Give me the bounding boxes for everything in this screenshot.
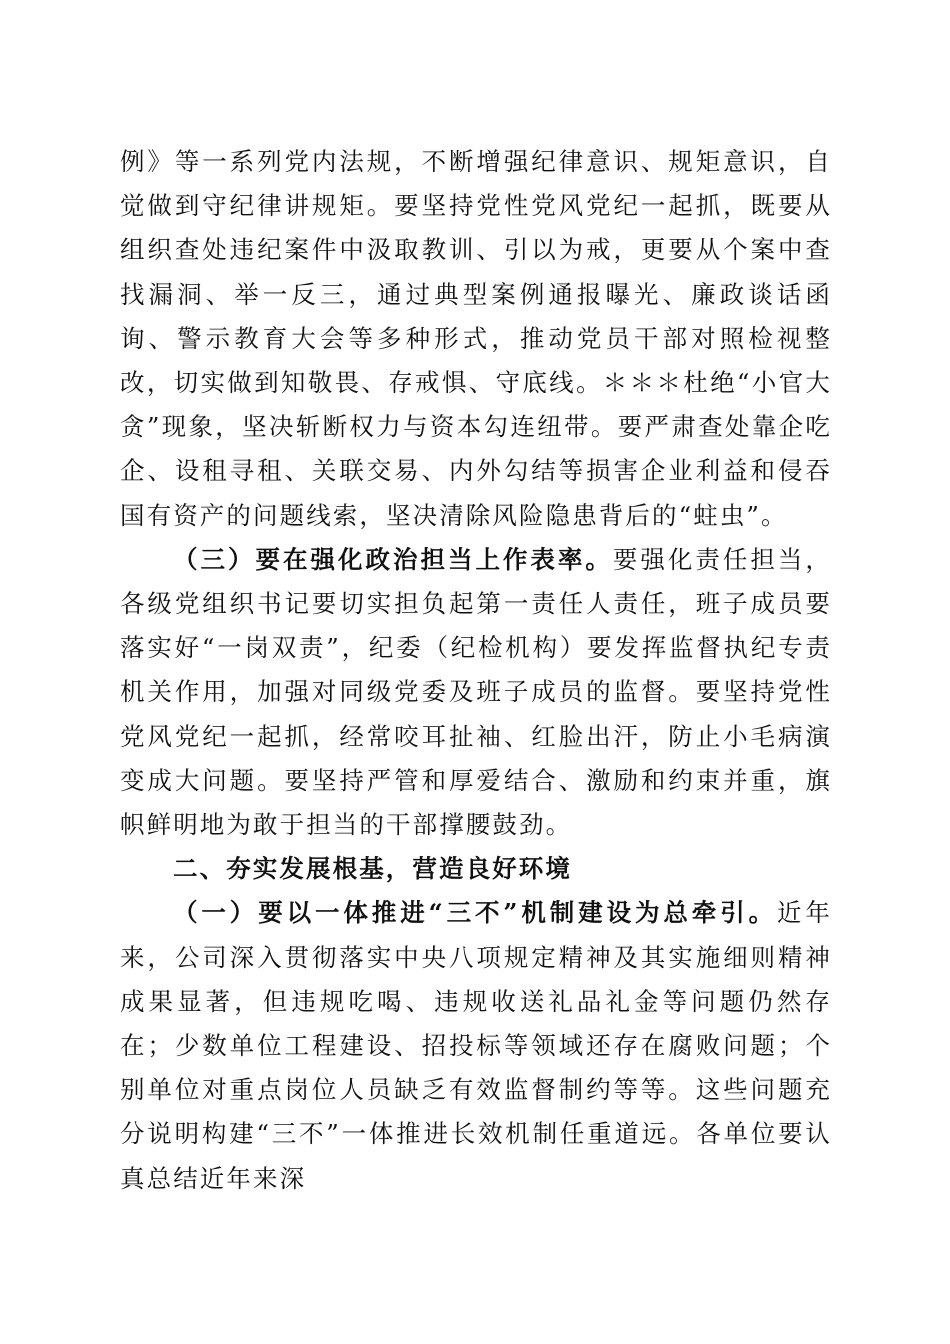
- paragraph-lead: （一）要以一体推进“三不”机制建设为总牵引。: [173, 898, 777, 928]
- paragraph-text: 例》等一系列党内法规，不断增强纪律意识、规矩意识，自觉做到守纪律讲规矩。要坚持党性党风党纪一起抓，既要从组织查处违纪案件中汲取教训、引以为戒，更要从个案中查找漏洞、举一反三，通过典型案例通报曝光、廉政谈话函询、警示教育大会等多种形式，推动党员干部对照检视整改，切实做到知敬畏、存戒惧、守底线。＊＊＊杜绝“小官大贪”现象，坚决斩断权力与资本勾连纽带。要严肃查处靠企吃企、设租寻租、关联交易、内外勾结等损害企业利益和侵吞国有资产的问题线索，坚决清除风险隐患背后的“蛀虫”。: [120, 147, 832, 530]
- paragraph-lead: （三）要在强化政治担当上作表率。: [173, 544, 613, 574]
- paragraph-continuation: [120, 140, 832, 538]
- document-body: [120, 140, 832, 1201]
- paragraph-text: 近年来，公司深入贯彻落实中央八项规定精神及其实施细则精神成果显著，但违规吃喝、违规收送礼品礼金等问题仍然存在；少数单位工程建设、招投标等领域还存在腐败问题；个别单位对重点岗位人员缺乏有效监督制约等等。这些问题充分说明构建“三不”一体推进长效机制任重道远。各单位要认真总结近年来深: [120, 898, 833, 1193]
- paragraph-text: 要强化责任担当，各级党组织书记要切实担负起第一责任人责任，班子成员要落实好“一岗双责”，纪委（纪检机构）要发挥监督执纪专责机关作用，加强对同级党委及班子成员的监督。要坚持党性党风党纪一起抓，经常咬耳扯袖、红脸出汗，防止小毛病演变成大问题。要坚持严管和厚爱结合、激励和约束并重，旗帜鲜明地为敢于担当的干部撑腰鼓劲。: [120, 544, 832, 840]
- paragraph-section-three: [120, 538, 832, 847]
- paragraph-section-one: [120, 891, 832, 1200]
- section-heading: 二、夯实发展根基，营造良好环境: [173, 854, 572, 884]
